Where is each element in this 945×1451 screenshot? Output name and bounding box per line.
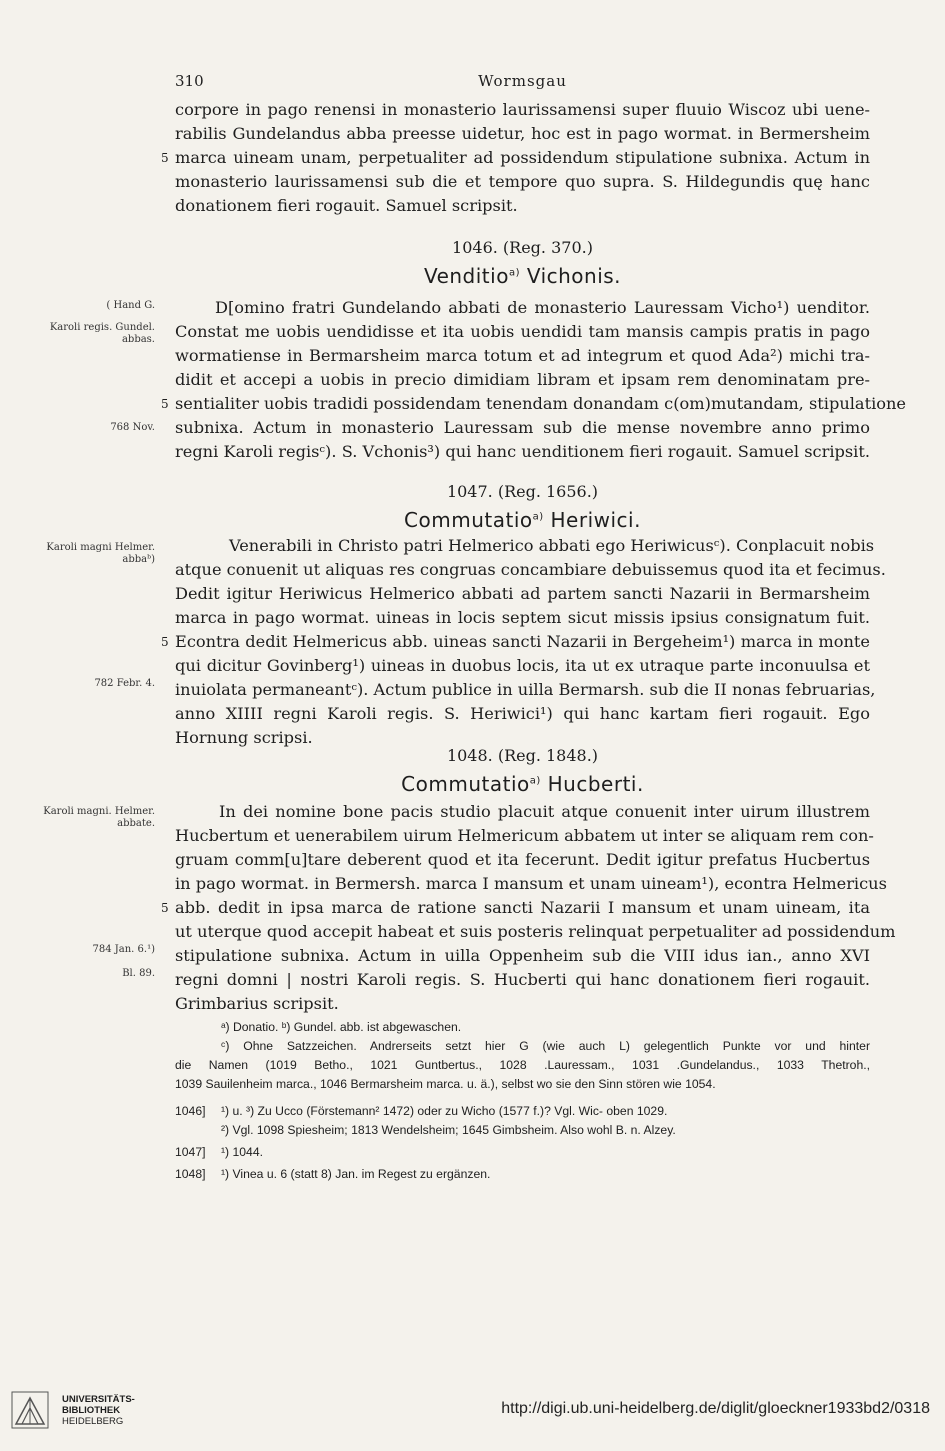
text-line: monasterio laurissamensi sub die et tempore quo supra. S. Hildegundis quę hanc — [175, 172, 870, 191]
text-line: Venerabili in Christo patri Helmerico abbati ego Heriwicusᶜ). Conplacuit nobis — [229, 536, 875, 555]
library-footer — [10, 1390, 935, 1440]
text-line: ut uterque quod accepit habeat et suis posteris relinquat perpetualiter ad possidendum — [175, 922, 896, 941]
footnote-1047 — [175, 1143, 870, 1162]
text-line: corpore in pago renensi in monasterio laurissamensi super fluuio Wiscoz ubi uene- — [175, 100, 870, 119]
text-line: atque conuenit ut aliquas res congruas concambiare debuissemus quod ita et fecimus. — [175, 560, 886, 579]
text-line: Hornung scripsi. — [175, 728, 313, 747]
text-line: Constat me uobis uendidisse et ita uobis uendidi tam mansis campis pratis in pago — [175, 322, 870, 341]
page-number: 310 — [175, 72, 204, 90]
text-line: marca in pago wormat. uineas in locis septem sicut missis ipsius consignatum fuit. — [175, 608, 870, 627]
running-header — [175, 72, 870, 94]
text-line: didit et accepi a uobis in precio dimidiam libram et ipsam rem denominatam pre- — [175, 370, 870, 389]
footnote-1046 — [175, 1102, 870, 1121]
footnote-text: ¹) 1044. — [221, 1145, 264, 1159]
margin-note-hand: ( Hand G. — [106, 300, 155, 311]
footnote-a-b: ᵃ) Donatio. ᵇ) Gundel. abb. ist abgewaschen. — [221, 1020, 462, 1034]
text-line: rabilis Gundelandus abba preesse uidetur, hoc est in pago wormat. in Bermersheim — [175, 124, 870, 143]
text-line: regni domni | nostri Karoli regis. S. Hucberti qui hanc donationem fieri rogauit. — [175, 970, 870, 989]
text-line: wormatiense in Bermarsheim marca totum et ad integrum et quod Ada²) michi tra- — [175, 346, 870, 365]
line-number: 5 — [161, 151, 169, 165]
section-heading: Commutatio$^{a)}$ Hucberti. — [401, 772, 644, 796]
text-line: Grimbarius scripsit. — [175, 994, 339, 1013]
footnote-c: ᶜ) Ohne Satzzeichen. Andrerseits setzt hier G (wie auch L) gelegentlich Punkte vor und hinter — [221, 1039, 870, 1053]
margin-note-names: Karoli magni Helmer. abbaᵇ) — [46, 542, 155, 565]
text-line: abb. dedit in ipsa marca de ratione sancti Nazarii I mansum et unam uineam, ita — [175, 898, 870, 917]
footnote-c: 1039 Sauilenheim marca., 1046 Bermarsheim marca. u. ä.), selbst wo sie den Sinn stören wie 1054. — [175, 1077, 716, 1091]
text-line: in pago wormat. in Bermersh. marca I mansum et unam uineam¹), econtra Helmericus — [175, 874, 887, 893]
text-line: Dedit igitur Heriwicus Helmerico abbati ad partem sancti Nazarii in Bermarsheim — [175, 584, 870, 603]
footnote-text: ¹) u. ³) Zu Ucco (Förstemann² 1472) oder zu Wicho (1577 f.)? Vgl. Wic- oben 1029. — [221, 1104, 668, 1118]
library-logo-icon — [10, 1390, 50, 1430]
text-line: subnixa. Actum in monasterio Lauressam sub die mense novembre anno primo — [175, 418, 870, 437]
text-line: sentialiter uobis tradidi possidendam tenendam donandam c(om)mutandam, stipulatione — [175, 394, 907, 413]
section-heading: Venditio$^{a)}$ Vichonis. — [423, 264, 622, 288]
text-line: inuiolata permaneantᶜ). Actum publice in uilla Bermarsh. sub die II nonas februarias, — [175, 680, 876, 699]
footnote-c: die Namen (1019 Betho., 1021 Guntbertus., 1028 .Lauressam., 1031 .Gundelandus., 1033 Thetroh., — [175, 1058, 870, 1072]
text-line: donationem fieri rogauit. Samuel scripsit. — [175, 196, 518, 215]
margin-note-names: Karoli magni. Helmer. abbate. — [43, 806, 155, 829]
running-title: Wormsgau — [478, 72, 567, 90]
footnote-label: 1047] — [175, 1145, 206, 1159]
text-line: marca uineam unam, perpetualiter ad possidendum stipulatione subnixa. Actum in — [175, 148, 870, 167]
register-number: 1048. (Reg. 1848.) — [446, 746, 599, 765]
text-line: stipulatione subnixa. Actum in uilla Oppenheim sub die VIII idus ian., anno XVI — [175, 946, 870, 965]
text-line: qui dicitur Govinberg¹) uineas in duobus locis, ita ut ex utraque parte inconuulsa et — [175, 656, 870, 675]
footnote-1046-b: ²) Vgl. 1098 Spiesheim; 1813 Wendelsheim; 1645 Gimbsheim. Also wohl B. n. Alzey. — [221, 1123, 676, 1137]
margin-note-names: Karoli regis. Gundel. abbas. — [49, 322, 155, 345]
text-line: In dei nomine bone pacis studio placuit atque conuenit inter uirum illustrem — [219, 802, 870, 821]
margin-note-date: 768 Nov. — [110, 422, 155, 433]
source-url[interactable]: http://digi.ub.uni-heidelberg.de/diglit/gloeckner1933bd2/0318 — [501, 1400, 930, 1417]
line-number: 5 — [161, 397, 169, 411]
footnote-label: 1048] — [175, 1167, 206, 1181]
footnote-1048 — [175, 1165, 870, 1184]
section-heading: Commutatio$^{a)}$ Heriwici. — [404, 508, 641, 532]
margin-note-folio: Bl. 89. — [122, 968, 155, 979]
register-number: 1046. (Reg. 370.) — [452, 238, 593, 257]
footnote-label: 1046] — [175, 1104, 206, 1118]
text-line: Hucbertum et uenerabilem uirum Helmericum abbatem ut inter se aliquam rem con- — [175, 826, 874, 845]
margin-note-date: 784 Jan. 6.¹) — [92, 944, 155, 955]
line-number: 5 — [161, 901, 169, 915]
library-name: UNIVERSITÄTS- BIBLIOTHEK HEIDELBERG — [62, 1394, 135, 1427]
margin-note-date: 782 Febr. 4. — [94, 678, 155, 689]
text-line: gruam comm[u]tare deberent quod et ita fecerunt. Dedit igitur prefatus Hucbertus — [175, 850, 870, 869]
text-line: anno XIIII regni Karoli regis. S. Heriwici¹) qui hanc kartam fieri rogauit. Ego — [175, 704, 870, 723]
text-line: regni Karoli regisᶜ). S. Vchonis³) qui hanc uenditionem fieri rogauit. Samuel scripsit. — [175, 442, 870, 461]
text-line: D[omino fratri Gundelando abbati de monasterio Lauressam Vicho¹) uenditor. — [215, 298, 870, 317]
line-number: 5 — [161, 635, 169, 649]
footnote-text: ¹) Vinea u. 6 (statt 8) Jan. im Regest zu ergänzen. — [221, 1167, 491, 1181]
text-line: Econtra dedit Helmericus abb. uineas sancti Nazarii in Bergeheim¹) marca in monte — [175, 632, 870, 651]
register-number: 1047. (Reg. 1656.) — [446, 482, 599, 501]
